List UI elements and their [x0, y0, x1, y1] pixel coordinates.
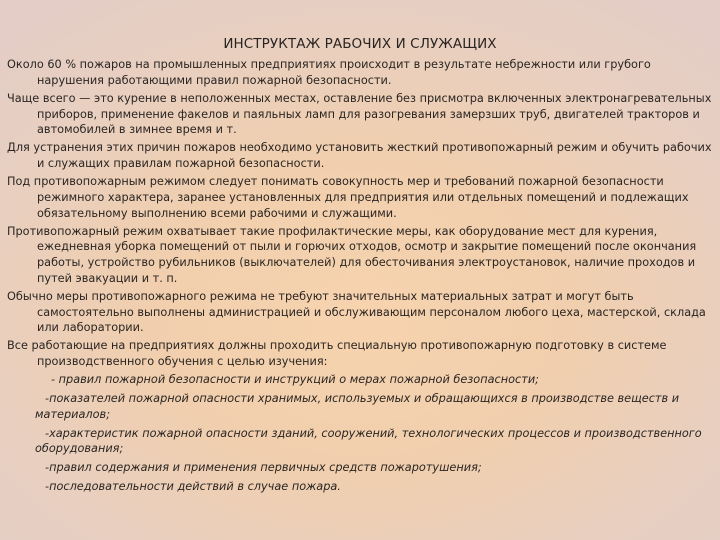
list-item: - правил пожарной безопасности и инструкций о мерах пожарной безопасности;: [51, 373, 539, 387]
paragraph: Чаще всего — это курение в неположенных местах, оставление без присмотра включенных электронагревательных приборов, применение факелов и паяльных ламп для разогревания замерзших труб, двигателей тракторов и автомобилей в зимнее время и т.: [7, 91, 712, 137]
list-item: -показателей пожарной опасности хранимых, используемых и обращающихся в производстве веществ и материалов;: [35, 391, 680, 421]
paragraph: Противопожарный режим охватывает такие профилактические меры, как оборудование мест для курения, ежедневная уборка помещений от пыли и горючих отходов, осмотр и закрытие помещений после окончания работы, устройство рубильников (выключателей) для обесточивания электроустановок, наличие проходов и путей эвакуации и т. п.: [7, 224, 697, 285]
list-item: -правил содержания и применения первичных средств пожаротушения;: [45, 461, 482, 475]
paragraph: Под противопожарным режимом следует понимать совокупность мер и требований пожарной безопасности режимного характера, заранее установленных для предприятия или отдельных помещений и подлежащих обязательному выполнению всеми рабочими и служащими.: [7, 175, 689, 220]
slide-title: ИНСТРУКТАЖ РАБОЧИХ И СЛУЖАЩИХ: [223, 36, 497, 52]
paragraph: Все работающие на предприятиях должны проходить специальную противопожарную подготовку в системе производственного обучения с целью изучения:: [7, 339, 667, 368]
list-item: -характеристик пожарной опасности зданий, сооружений, технологических процессов и производственного оборудования;: [35, 426, 702, 456]
paragraph: Для устранения этих причин пожаров необходимо установить жесткий противопожарный режим и обучить рабочих и служащих правилам пожарной безопасности.: [7, 141, 712, 170]
paragraph: Обычно меры противопожарного режима не требуют значительных материальных затрат и могут быть самостоятельно выполнены администрацией и обслуживающим персоналом любого цеха, мастерской, склада или лаборатории.: [7, 289, 706, 335]
paragraph: Около 60 % пожаров на промышленных предприятиях происходит в результате небрежности или грубого нарушения работающими правил пожарной безопасности.: [7, 58, 651, 87]
list-item: -последовательности действий в случае пожара.: [45, 480, 341, 494]
slide-body: [7, 57, 713, 498]
